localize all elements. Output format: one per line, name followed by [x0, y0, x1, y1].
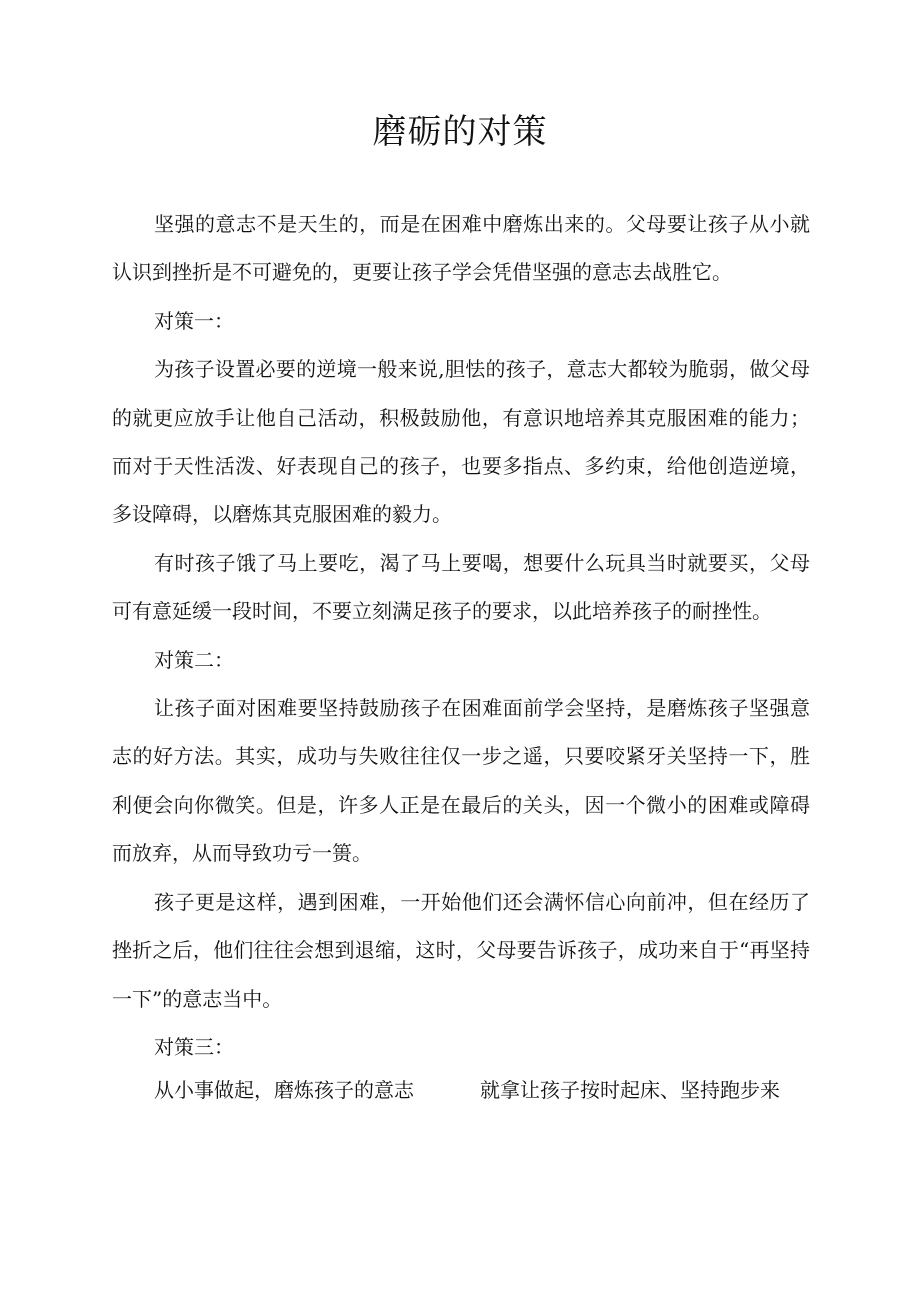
paragraph-persistence: 让孩子面对困难要坚持鼓励孩子在困难面前学会坚持，是磨炼孩子坚强意志的好方法。其实，成功与失败往往仅一步之遥，只要咬紧牙关坚持一下，胜利便会向你微笑。但是，许多人正是在最后的关头，因一个微小的困难或障碍而放弃，从而导致功亏一篑。	[112, 696, 810, 866]
paragraph-adversity: 为孩子设置必要的逆境一般来说,胆怯的孩子，意志大都较为脆弱，做父母的就更应放手让他自己活动，积极鼓励他，有意识地培养其克服困难的能力；而对于天性活泼、好表现自己的孩子，也要多指点、多约束，给他创造逆境，多设障碍，以磨炼其克服困难的毅力。	[112, 357, 810, 527]
heading-strategy-one: 对策一：	[154, 308, 234, 333]
paragraph-delay-gratification: 有时孩子饿了马上要吃，渴了马上要喝，想要什么玩具当时就要买，父母可有意延缓一段时间，不要立刻满足孩子的要求，以此培养孩子的耐挫性。	[112, 550, 810, 624]
heading-strategy-two: 对策二：	[154, 647, 234, 672]
document-body	[112, 200, 810, 1071]
paragraph-intro: 坚强的意志不是天生的，而是在困难中磨炼出来的。父母要让孩子从小就认识到挫折是不可避免的，更要让孩子学会凭借坚强的意志去战胜它。	[112, 212, 810, 285]
document-title: 磨砺的对策	[372, 112, 548, 152]
paragraph-children-persist: 孩子更是这样，遇到困难，一开始他们还会满怀信心向前冲，但在经历了挫折之后，他们往往会想到退缩，这时，父母要告诉孩子，成功来自于“再坚持一下”的意志当中。	[112, 889, 810, 1011]
final-line-right: 就拿让孩子按时起床、坚持跑步来	[480, 1078, 780, 1102]
heading-strategy-three: 对策三：	[154, 1034, 234, 1059]
final-line-left: 从小事做起，磨炼孩子的意志	[154, 1078, 414, 1102]
